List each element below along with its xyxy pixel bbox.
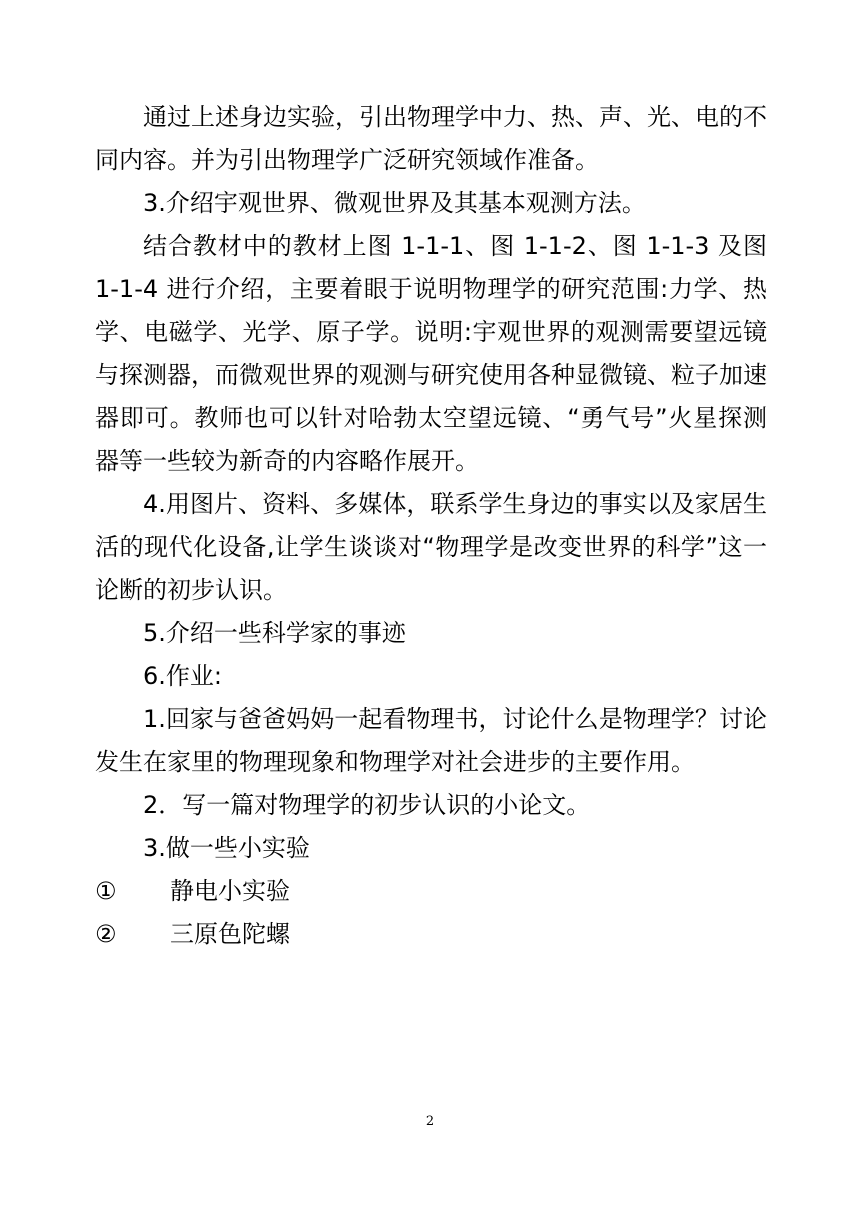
paragraph-textbook-figures: 结合教材中的教材上图 1-1-1、图 1-1-2、图 1-1-3 及图 1-1-4 进行介绍，主要着眼于说明物理学的研究范围:力学、热学、电磁学、光学、原子学。说明:宇观世界的观测需要望远镜与探测器，而微观世界的观测与研究使用各种显微镜、粒子加速器即可。教师也可以针对哈勃太空望远镜、“勇气号”火星探测器等一些较为新奇的内容略作展开。 (95, 232, 767, 475)
document-body (95, 96, 767, 956)
paragraph-step-6-homework: 6.作业: (143, 662, 222, 690)
list-item-text: 三原色陀螺 (170, 920, 290, 948)
paragraph-homework-3: 3.做一些小实验 (143, 834, 310, 862)
list-marker: ② (95, 920, 117, 948)
list-marker: ① (95, 877, 117, 905)
paragraph-step-3-heading: 3.介绍宇观世界、微观世界及其基本观测方法。 (143, 189, 646, 217)
list-item (95, 870, 767, 913)
page-number: 2 (425, 1114, 435, 1129)
list-item (95, 913, 767, 956)
paragraph-experiments-summary: 通过上述身边实验，引出物理学中力、热、声、光、电的不同内容。并为引出物理学广泛研究领域作准备。 (95, 103, 767, 174)
paragraph-step-4: 4.用图片、资料、多媒体，联系学生身边的事实以及家居生活的现代化设备,让学生谈谈对“物理学是改变世界的科学”这一论断的初步认识。 (95, 490, 767, 604)
list-item-text: 静电小实验 (170, 877, 290, 905)
paragraph-step-5: 5.介绍一些科学家的事迹 (143, 619, 406, 647)
paragraph-homework-2: 2．写一篇对物理学的初步认识的小论文。 (143, 791, 591, 819)
paragraph-homework-1: 1.回家与爸爸妈妈一起看物理书，讨论什么是物理学？讨论发生在家里的物理现象和物理学对社会进步的主要作用。 (95, 705, 767, 776)
